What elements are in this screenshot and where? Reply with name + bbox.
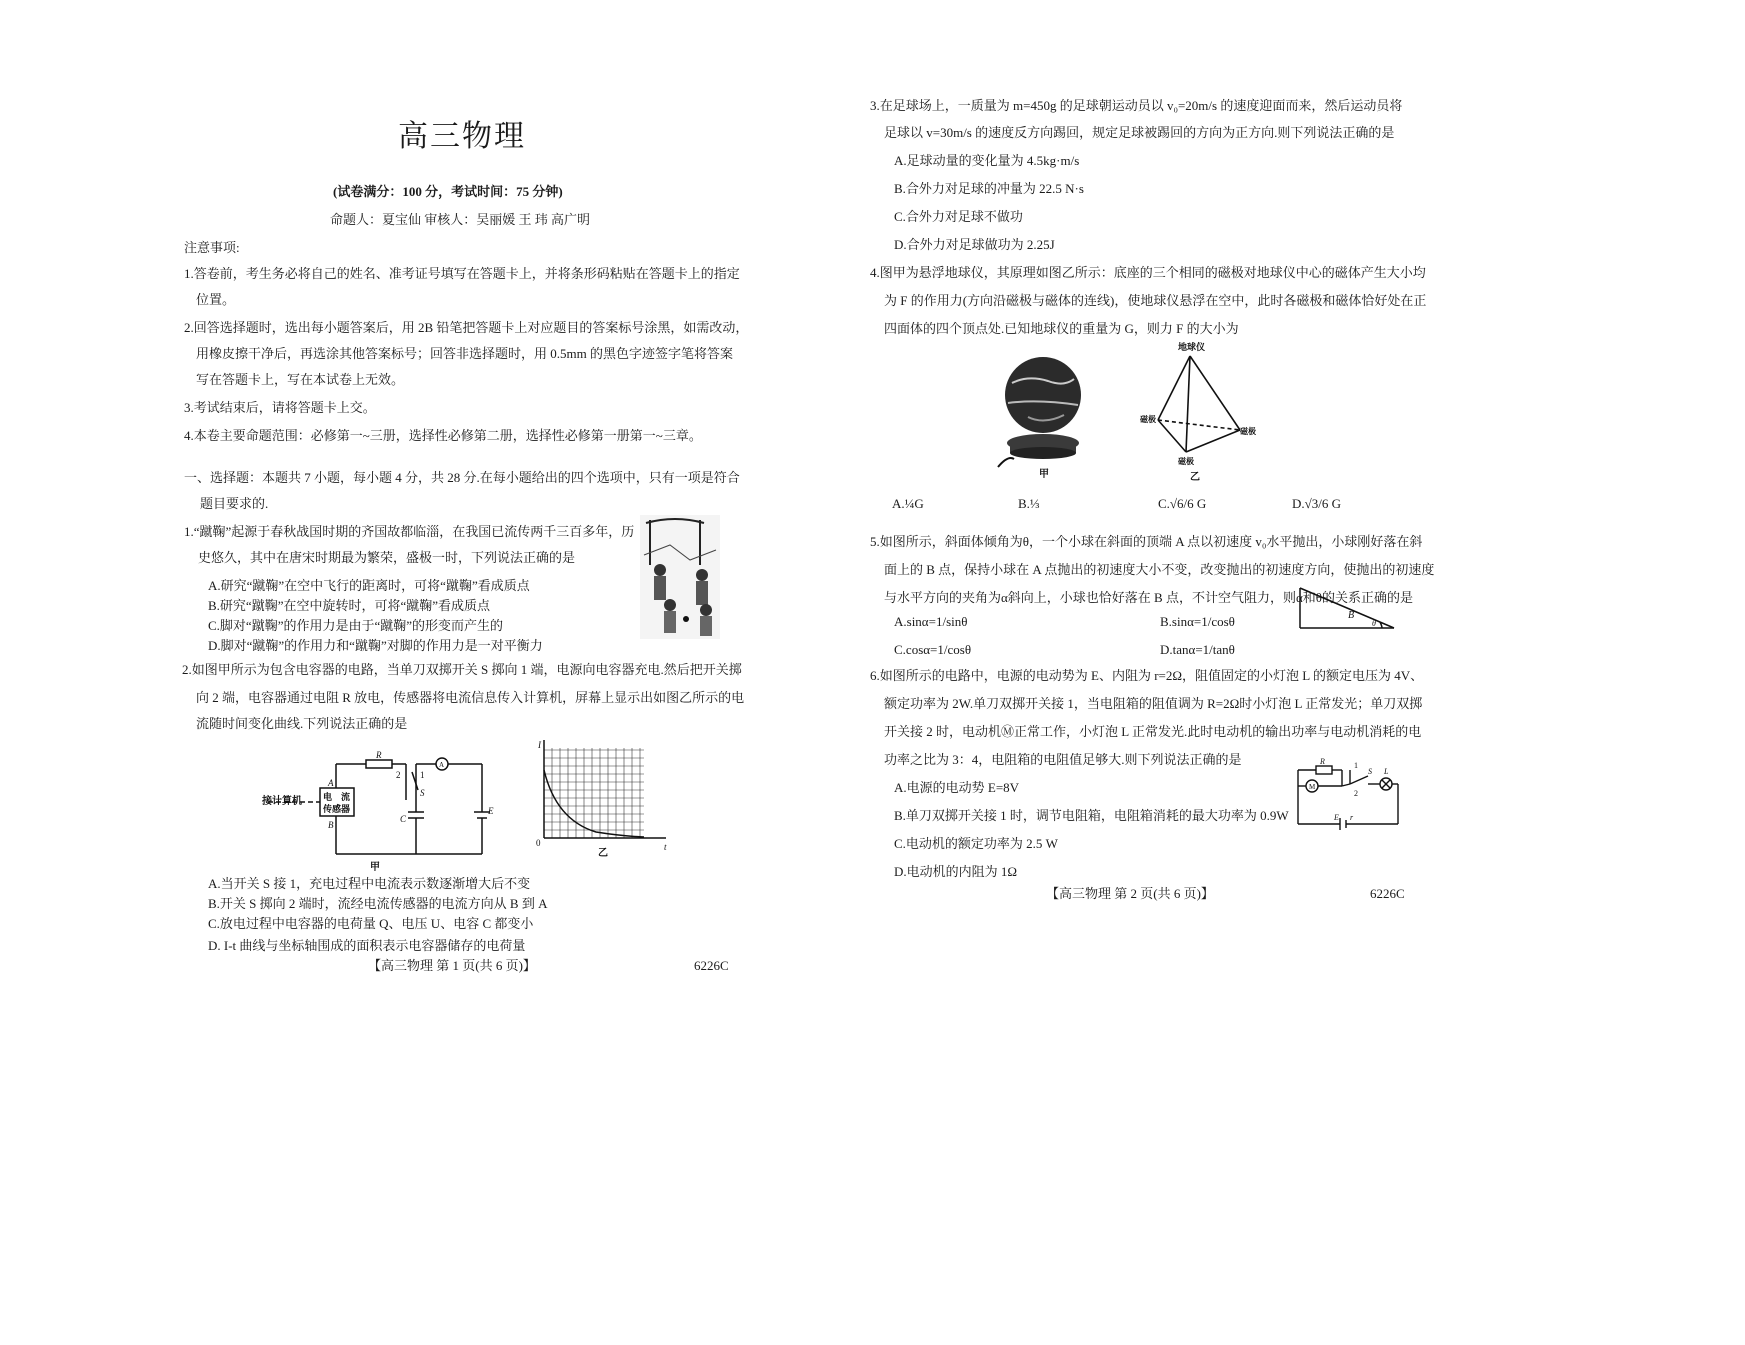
label-1: 1 — [1354, 761, 1358, 770]
label-a: A — [328, 778, 334, 788]
label-pole: 磁极 — [1178, 457, 1194, 466]
q3-stem: 3.在足球场上，一质量为 m=450g 的足球朝运动员以 v₀=20m/s 的速度迎面而来，然后运动员将 — [870, 98, 1403, 113]
notice-line: 1.答卷前，考生务必将自己的姓名、准考证号填写在答题卡上，并将条形码粘贴在答题卡上的指定 — [184, 266, 740, 281]
label-e: E — [1334, 813, 1339, 822]
q4-tetrahedron-figure — [1140, 342, 1260, 482]
q3-stem: 足球以 v=30m/s 的速度反方向踢回，规定足球被踢回的方向为正方向.则下列说法正确的是 — [884, 125, 1395, 140]
label-pole: 磁极 — [1240, 427, 1256, 436]
q5-option-c[interactable]: C.cosα=1/cosθ — [894, 642, 972, 657]
q1-stem: 1.“蹴鞠”起源于春秋战国时期的齐国故都临淄，在我国已流传两千三百多年，历 — [184, 524, 635, 539]
label-e: E — [488, 806, 494, 816]
q1-option-b[interactable]: B.研究“蹴鞠”在空中旋转时，可将“蹴鞠”看成质点 — [208, 598, 491, 613]
q6-stem: 6.如图所示的电路中，电源的电动势为 E、内阻为 r=2Ω，阻值固定的小灯泡 L 的额定电压为 4V、 — [870, 668, 1424, 683]
q1-option-d[interactable]: D.脚对“蹴鞠”的作用力和“蹴鞠”对脚的作用力是一对平衡力 — [208, 638, 543, 653]
q1-option-a[interactable]: A.研究“蹴鞠”在空中飞行的距离时，可将“蹴鞠”看成质点 — [208, 578, 530, 593]
q4-option-c[interactable]: C.√6/6 G — [1158, 496, 1207, 511]
q3-option-a[interactable]: A.足球动量的变化量为 4.5kg·m/s — [894, 153, 1080, 168]
label-r: R — [1320, 757, 1325, 766]
q4-option-a[interactable]: A.¼G — [892, 496, 924, 511]
q6-stem: 额定功率为 2W.单刀双掷开关接 1，当电阻箱的阻值调为 R=2Ω时小灯泡 L 正常发光；单刀双掷 — [884, 696, 1423, 711]
notice-heading: 注意事项: — [184, 240, 240, 255]
page-title: 高三物理 — [398, 120, 526, 153]
page-code: 6226C — [694, 958, 729, 973]
label-r-internal: r — [1350, 813, 1354, 822]
q4-option-d[interactable]: D.√3/6 G — [1292, 496, 1342, 511]
page-footer: 【高三物理 第 2 页(共 6 页)】 — [1046, 886, 1214, 901]
cuju-illustration — [640, 515, 720, 639]
notice-line: 写在答题卡上，写在本试卷上无效。 — [196, 372, 405, 387]
q4-stem: 为 F 的作用力(方向沿磁极与磁体的连线)，使地球仪悬浮在空中，此时各磁极和磁体恰好处在正 — [884, 293, 1427, 308]
authors: 命题人：夏宝仙 审核人：吴丽媛 王 玮 高广明 — [330, 212, 591, 227]
label-yi: 乙 — [1190, 472, 1200, 483]
q4-stem: 4.图甲为悬浮地球仪，其原理如图乙所示：底座的三个相同的磁极对地球仪中心的磁体产生大小均 — [870, 265, 1426, 280]
q6-option-c[interactable]: C.电动机的额定功率为 2.5 W — [894, 836, 1058, 851]
q2-option-b[interactable]: B.开关 S 掷向 2 端时，流经电流传感器的电流方向从 B 到 A — [208, 896, 548, 911]
notice-line: 2.回答选择题时，选出每小题答案后，用 2B 铅笔把答题卡上对应题目的答案标号涂黑，如需改动， — [184, 320, 749, 335]
label-2: 2 — [396, 770, 401, 780]
q5-stem: 5.如图所示，斜面体倾角为θ，一个小球在斜面的顶端 A 点以初速度 v₀水平抛出，小球刚好落在斜 — [870, 534, 1423, 549]
label-pole: 磁极 — [1140, 415, 1156, 424]
label-jia: 甲 — [1039, 469, 1049, 480]
q1-stem: 史悠久，其中在唐宋时期最为繁荣，盛极一时，下列说法正确的是 — [198, 550, 576, 565]
q5-stem: 面上的 B 点，保持小球在 A 点抛出的初速度大小不变，改变抛出的初速度方向，使抛出的初速度 — [884, 562, 1435, 577]
page-footer: 【高三物理 第 1 页(共 6 页)】 — [368, 958, 536, 973]
q5-incline-figure — [1296, 584, 1396, 632]
q3-option-b[interactable]: B.合外力对足球的冲量为 22.5 N·s — [894, 181, 1084, 196]
notice-line: 4.本卷主要命题范围：必修第一~三册，选择性必修第二册，选择性必修第一册第一~三章。 — [184, 428, 702, 443]
q6-circuit-figure — [1294, 757, 1402, 832]
label-theta: θ — [1372, 619, 1376, 628]
q2-option-d[interactable]: D. I-t 曲线与坐标轴围成的面积表示电容器储存的电荷量 — [208, 938, 526, 953]
q6-stem: 开关接 2 时，电动机Ⓜ正常工作，小灯泡 L 正常发光.此时电动机的输出功率与电动机消耗的电 — [884, 724, 1422, 739]
q3-option-c[interactable]: C.合外力对足球不做功 — [894, 209, 1023, 224]
q4-globe-figure — [998, 355, 1088, 480]
label-b: B — [328, 820, 334, 830]
q2-it-graph — [536, 740, 676, 859]
axis-label-t: t — [664, 842, 667, 852]
notice-line: 用橡皮擦干净后，再选涂其他答案标号；回答非选择题时，用 0.5mm 的黑色字迹签字笔将答案 — [196, 346, 733, 361]
q2-stem: 流随时间变化曲线.下列说法正确的是 — [196, 716, 408, 731]
label-yi: 乙 — [598, 848, 608, 859]
exam-info: (试卷满分：100 分，考试时间：75 分钟) — [333, 184, 563, 199]
label-l: L — [1384, 767, 1389, 776]
label-1: 1 — [420, 770, 425, 780]
q2-stem: 2.如图甲所示为包含电容器的电路，当单刀双掷开关 S 掷向 1 端，电源向电容器充电.然后把开关掷 — [182, 662, 742, 677]
q3-option-d[interactable]: D.合外力对足球做功为 2.25J — [894, 237, 1055, 252]
q5-option-d[interactable]: D.tanα=1/tanθ — [1160, 642, 1235, 657]
label-jia: 甲 — [370, 862, 380, 873]
label-globe: 地球仪 — [1178, 343, 1206, 353]
axis-label-i: I — [538, 740, 541, 750]
q4-option-b[interactable]: B.⅓ — [1018, 496, 1040, 511]
label-b: B — [1348, 610, 1355, 621]
label-sensor: 传感器 — [323, 805, 351, 815]
label-sensor: 电 流 — [323, 793, 351, 803]
q6-option-a[interactable]: A.电源的电动势 E=8V — [894, 780, 1020, 795]
q6-option-b[interactable]: B.单刀双掷开关接 1 时，调节电阻箱，电阻箱消耗的最大功率为 0.9W — [894, 808, 1289, 823]
q5-option-b[interactable]: B.sinα=1/cosθ — [1160, 614, 1235, 629]
q5-stem: 与水平方向的夹角为α斜向上，小球也恰好落在 B 点，不计空气阻力，则α和θ的关系正确的是 — [884, 590, 1414, 605]
axis-origin: 0 — [536, 838, 541, 848]
q2-option-a[interactable]: A.当开关 S 接 1，充电过程中电流表示数逐渐增大后不变 — [208, 876, 531, 891]
label-2: 2 — [1354, 789, 1358, 798]
page-code: 6226C — [1370, 886, 1405, 901]
label-s: S — [1368, 767, 1372, 776]
label-s: S — [420, 788, 425, 798]
label-r: R — [376, 750, 382, 760]
label-c: C — [400, 814, 407, 824]
section-heading: 题目要求的. — [200, 496, 269, 511]
q2-stem: 向 2 端，电容器通过电阻 R 放电，传感器将电流信息传入计算机，屏幕上显示出如图乙所示的电 — [196, 690, 745, 705]
q6-option-d[interactable]: D.电动机的内阻为 1Ω — [894, 864, 1018, 879]
q6-stem: 功率之比为 3：4，电阻箱的电阻值足够大.则下列说法正确的是 — [884, 752, 1242, 767]
q2-option-c[interactable]: C.放电过程中电容器的电荷量 Q、电压 U、电容 C 都变小 — [208, 916, 534, 931]
section-heading: 一、选择题：本题共 7 小题，每小题 4 分，共 28 分.在每小题给出的四个选项中，只有一项是符合 — [184, 470, 740, 485]
q2-circuit-figure — [246, 752, 496, 872]
notice-line: 3.考试结束后，请将答题卡上交。 — [184, 400, 376, 415]
q5-option-a[interactable]: A.sinα=1/sinθ — [894, 614, 968, 629]
label-computer: 接计算机 — [262, 796, 302, 807]
notice-line: 位置。 — [196, 292, 236, 307]
q1-option-c[interactable]: C.脚对“蹴鞠”的作用力是由于“蹴鞠”的形变而产生的 — [208, 618, 504, 633]
ammeter-label: A — [439, 761, 445, 769]
motor-label: M — [1309, 783, 1316, 791]
q4-stem: 四面体的四个顶点处.已知地球仪的重量为 G，则力 F 的大小为 — [884, 321, 1239, 336]
